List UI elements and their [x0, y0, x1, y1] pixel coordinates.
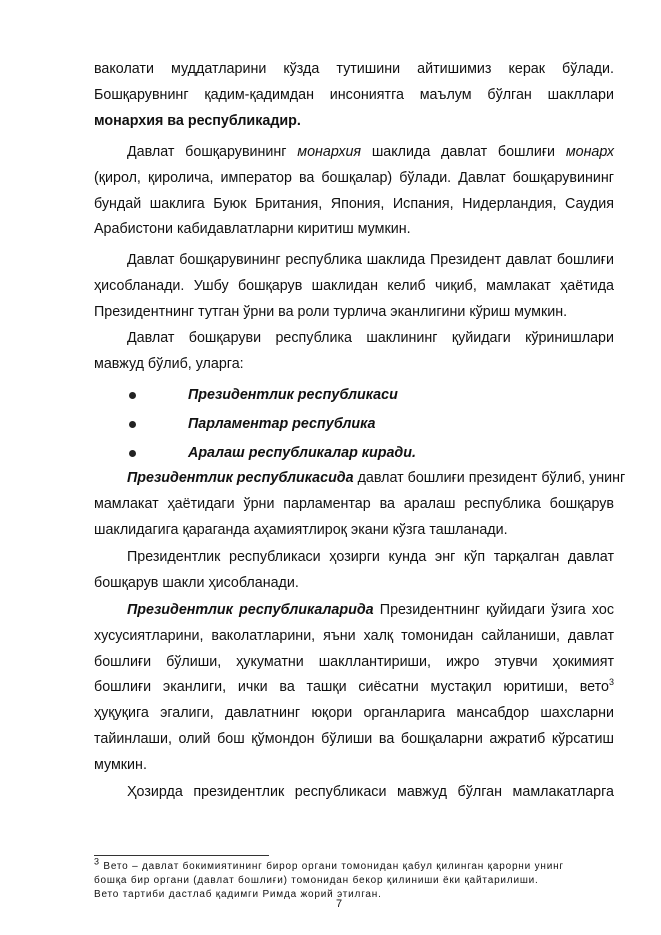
text-line: Бошқарувнинг қадим-қадимдан инсониятга маълум бўлган шакллари: [94, 86, 614, 103]
text-span: бошлиғи эканлиги, ички ва ташқи сиёсатни мустақил юритиши, вето: [94, 679, 609, 696]
list-item: [94, 439, 614, 468]
italic-term: монархия: [297, 144, 362, 160]
paragraph-4: [94, 326, 614, 378]
paragraph-6: [94, 545, 614, 597]
list-item-label: Аралаш республикалар киради.: [188, 445, 416, 461]
text-line: Арабистони кабидавлатларни киритиш мумкин.: [94, 221, 411, 238]
bullet-icon: [129, 392, 136, 399]
footnote-line: бошқа бир органи (давлат бошлиғи) томонидан бекор қилиниши ёки қайтарилиши.: [94, 875, 539, 886]
paragraph-2: [94, 140, 614, 243]
text-line: бошқарув шакли ҳисобланади.: [94, 574, 299, 591]
text-line: ҳисобланади. Ушбу бошқарув шаклидан келиб чиқиб, мамлакат ҳаётида: [94, 277, 614, 294]
paragraph-1: [94, 57, 614, 134]
text-line: [94, 466, 626, 492]
italic-term: монарх: [565, 144, 615, 160]
text-line: ҳуқуқига эгалиги, давлатнинг юқори органларига мансабдор шахсларни: [94, 705, 614, 722]
text-line: хусусиятларини, ваколатларини, яъни халқ томонидан сайланиши, давлат: [94, 627, 614, 644]
text-line: Давлат бошқаруви республика шаклининг қуйидаги кўринишлари: [127, 330, 614, 346]
footnote-number: 3: [94, 856, 100, 867]
text-line: мамлакат ҳаётидаги ўрни парламентар ва аралаш республика бошқарув: [94, 495, 614, 512]
footnote-divider: [94, 855, 269, 856]
footnote: [94, 856, 624, 902]
text-line: Давлат бошқарувининг республика шаклида Президент давлат бошлиғи: [127, 252, 614, 268]
text-span: Давлат бошқарувининг: [127, 144, 298, 160]
bold-italic-term: Президентлик республикасида: [127, 470, 354, 486]
bold-term: монархия ва республикадир.: [94, 112, 301, 129]
text-line: [94, 675, 614, 701]
paragraph-7: [94, 598, 614, 779]
list-item: [94, 381, 614, 410]
text-line: тайинлаши, олий бош қўмондон бўлиши ва бошқаларни ажратиб кўрсатиш: [94, 730, 614, 747]
footnote-line: Вето тартиби дастлаб қадимги Римда жорий этилган.: [94, 889, 382, 900]
footnote-text: Вето – давлат бокимиятининг бирор органи томонидан қабул қилинган қарорни унинг: [99, 861, 564, 872]
text-line: [94, 598, 614, 624]
text-line: Президентнинг тутган ўрни ва роли турлича эканлигини кўриш мумкин.: [94, 303, 568, 320]
paragraph-8: [94, 780, 614, 806]
paragraph-3: [94, 248, 614, 325]
bullet-icon: [129, 421, 136, 428]
bullet-list: [94, 381, 614, 468]
footnote-line: [94, 856, 624, 874]
text-line: (қирол, қиролича, император ва бошқалар) бўлади. Давлат бошқарувининг: [94, 169, 614, 186]
text-line: ваколати муддатларини кўзда тутишини айтишимиз керак бўлади.: [94, 61, 614, 77]
text-span: шаклида давлат бошлиғи: [361, 144, 566, 160]
list-item: [94, 410, 614, 439]
text-line: [94, 140, 614, 166]
bullet-icon: [129, 450, 136, 457]
text-line: [94, 109, 614, 135]
text-line: бундай шаклига Буюк Британия, Япония, Испания, Нидерландия, Саудия: [94, 195, 614, 212]
text-span: давлат бошлиғи президент бўлиб, унинг: [353, 470, 626, 486]
text-span: Президентнинг қуйидаги ўзига хос: [373, 602, 614, 618]
text-line: Президентлик республикаси ҳозирги кунда энг кўп тарқалган давлат: [127, 549, 614, 565]
text-line: Ҳозирда президентлик республикаси мавжуд бўлган мамлакатларга: [127, 784, 614, 800]
page-number: 7: [336, 898, 343, 910]
text-line: бошлиғи бўлиши, ҳукуматни шакллантириши, ижро этувчи ҳокимият: [94, 653, 614, 670]
list-item-label: Президентлик республикаси: [188, 387, 398, 403]
text-line: мумкин.: [94, 756, 147, 773]
bold-italic-term: Президентлик республикаларида: [127, 602, 374, 618]
footnote-ref[interactable]: 3: [608, 677, 614, 688]
list-item-label: Парламентар республика: [188, 416, 376, 432]
paragraph-5: [94, 466, 626, 543]
text-line: шаклидагига қараганда аҳамиятлироқ экани кўзга ташланади.: [94, 521, 508, 538]
text-line: мавжуд бўлиб, уларга:: [94, 355, 244, 372]
